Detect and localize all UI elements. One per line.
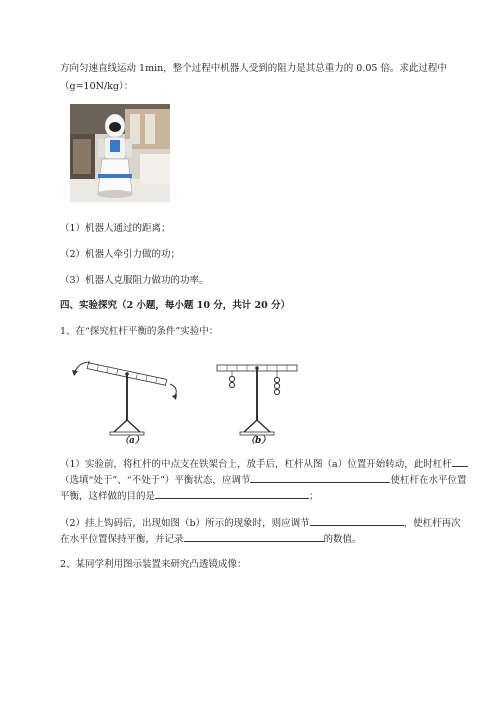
q1-part2-text-4: 的数值。: [323, 534, 362, 545]
lever-figure-b: [205, 352, 305, 442]
q1-part2-text-2: ，使杠杆再次: [403, 518, 461, 529]
section-heading: 四、实验探究（2 小题，每小题 10 分，共计 20 分）: [60, 300, 291, 311]
sub-question-1: （1）机器人通过的距离；: [60, 223, 171, 234]
q1-part1-text-4: 平衡，这样做的目的是: [60, 491, 156, 502]
figure-b-label: （b）: [246, 436, 271, 446]
q1-part1-text-3: 使杠杆在水平位置: [390, 475, 467, 486]
q1-part1-text-5: ；: [309, 491, 319, 502]
problem-intro-line2: （g=10N/kg）：: [60, 81, 134, 92]
q1-part1-line2: [60, 472, 466, 488]
answer-blank-5[interactable]: [184, 531, 324, 542]
q1-part1-line1: [60, 456, 468, 472]
q2-stem: 2、某同学利用图示装置来研究凸透镜成像：: [60, 559, 247, 570]
figure-a-label: （a）: [120, 436, 144, 446]
robot-photo: [70, 104, 170, 202]
answer-blank-2[interactable]: [250, 472, 390, 483]
sub-question-3: （3）机器人克服阻力做功的功率。: [60, 275, 209, 286]
q1-part1-text-1: （1）实验前，将杠杆的中点支在铁架台上，放手后，杠杆从图（a）位置开始转动，此时杠杆: [60, 459, 452, 470]
lever-figure-a: [62, 352, 192, 442]
problem-intro-line1: 方向匀速直线运动 1min，整个过程中机器人受到的阻力是其总重力的 0.05 倍。求此过程中: [60, 63, 447, 74]
q1-part2-line1: [60, 515, 461, 531]
q1-part2-line2: [60, 531, 362, 547]
answer-blank-1[interactable]: [452, 456, 468, 467]
q1-part2-text-3: 在水平位置保持平衡，并记录: [60, 534, 184, 545]
q1-part1-line3: [60, 488, 319, 504]
q1-part2-text-1: （2）挂上钩码后，出现如图（b）所示的现象时，则应调节: [60, 518, 310, 529]
q1-stem: 1、在“探究杠杆平衡的条件”实验中：: [60, 326, 219, 337]
sub-question-2: （2）机器人牵引力做的功；: [60, 249, 181, 260]
answer-blank-4[interactable]: [310, 515, 404, 526]
answer-blank-3[interactable]: [155, 488, 309, 499]
q1-part1-text-2: （选填“处于”、“不处于”）平衡状态，应调节: [60, 475, 251, 486]
